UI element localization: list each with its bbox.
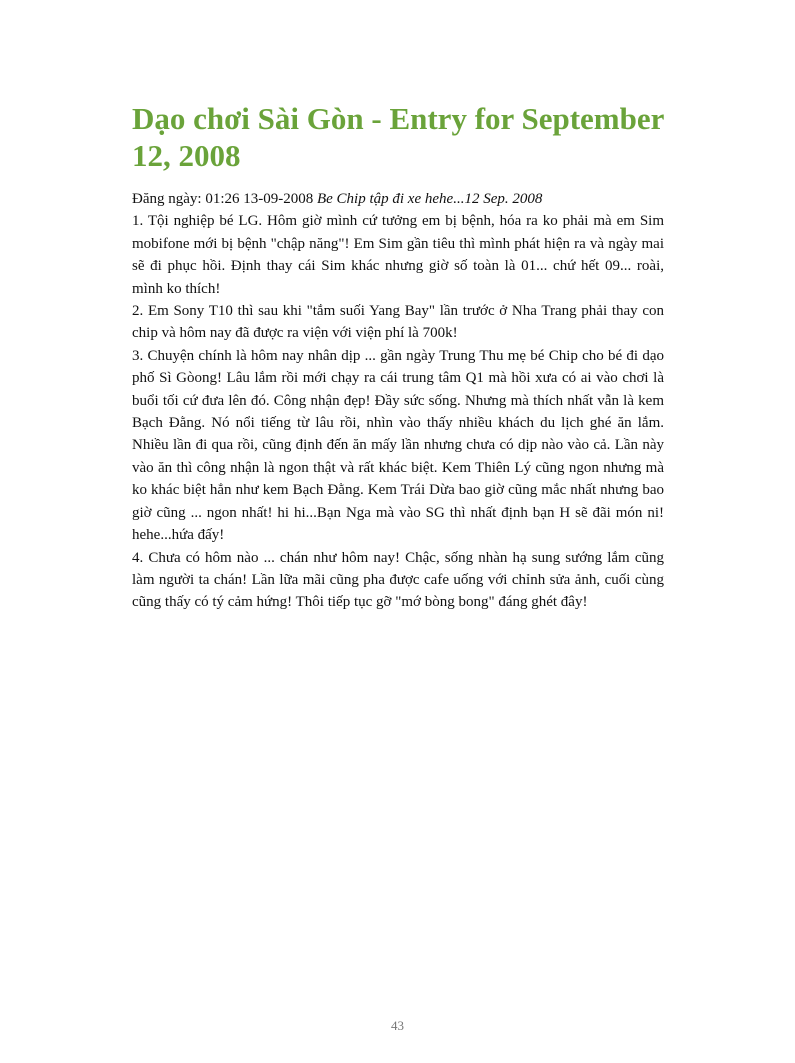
- entry-meta: [132, 188, 664, 210]
- paragraph-1: 1. Tội nghiệp bé LG. Hôm giờ mình cứ tưởng em bị bệnh, hóa ra ko phải mà em Sim mobifone mới bị bệnh "chập năng"! Em Sim gần tiêu thì mình phát hiện ra và ngày mai sẽ đi phục hồi. Định thay cái Sim khác nhưng giờ số toàn là 01... chứ hết 09... roài, mình ko thích!: [132, 213, 664, 297]
- paragraph-4: 4. Chưa có hôm nào ... chán như hôm nay! Chậc, sống nhàn hạ sung sướng lắm cũng làm người ta chán! Lần lữa mãi cũng pha được cafe uống với chỉnh sửa ảnh, cuối cùng cũng thấy có tý cảm hứng! Thôi tiếp tục gỡ "mớ bòng bong" đáng ghét đây!: [132, 549, 664, 611]
- paragraph-3: 3. Chuyện chính là hôm nay nhân dịp ... gần ngày Trung Thu mẹ bé Chip cho bé đi dạo phố Sì Gòong! Lâu lắm rồi mới chạy ra cái trung tâm Q1 mà hồi xưa có ai vào chơi là buổi tối cứ đưa lên đó. Công nhận đẹp! Đầy sức sống. Nhưng mà thích nhất vẫn là kem Bạch Đằng. Nó nổi tiếng từ lâu rồi, nhìn vào thấy nhiều khách du lịch ghé ăn lắm. Nhiều lần đi qua rồi, cũng định đến ăn mấy lần nhưng chưa có dịp nào vào cả. Lần này vào ăn thì công nhận là ngon thật và rất khác biệt. Kem Thiên Lý cũng ngon nhưng mà ko khác biệt hẳn như kem Bạch Đằng. Kem Trái Dừa bao giờ cũng mắc nhất nhưng bao giờ cũng ... ngon nhất! hi hi...Bạn Nga mà vào SG thì nhất định bạn H sẽ đãi món ni! hehe...hứa đấy!: [132, 347, 664, 544]
- page-title: Dạo chơi Sài Gòn - Entry for September 12, 2008: [132, 101, 664, 173]
- paragraph-2: 2. Em Sony T10 thì sau khi "tắm suối Yang Bay" lần trước ở Nha Trang phải thay con chip và hôm nay đã được ra viện với viện phí là 700k!: [132, 303, 664, 342]
- posted-date: Đăng ngày: 01:26 13-09-2008: [132, 191, 314, 207]
- page-number: 43: [391, 1018, 404, 1033]
- entry-body: [132, 188, 664, 614]
- entry-subtitle: Be Chip tập đi xe hehe...12 Sep. 2008: [316, 191, 543, 207]
